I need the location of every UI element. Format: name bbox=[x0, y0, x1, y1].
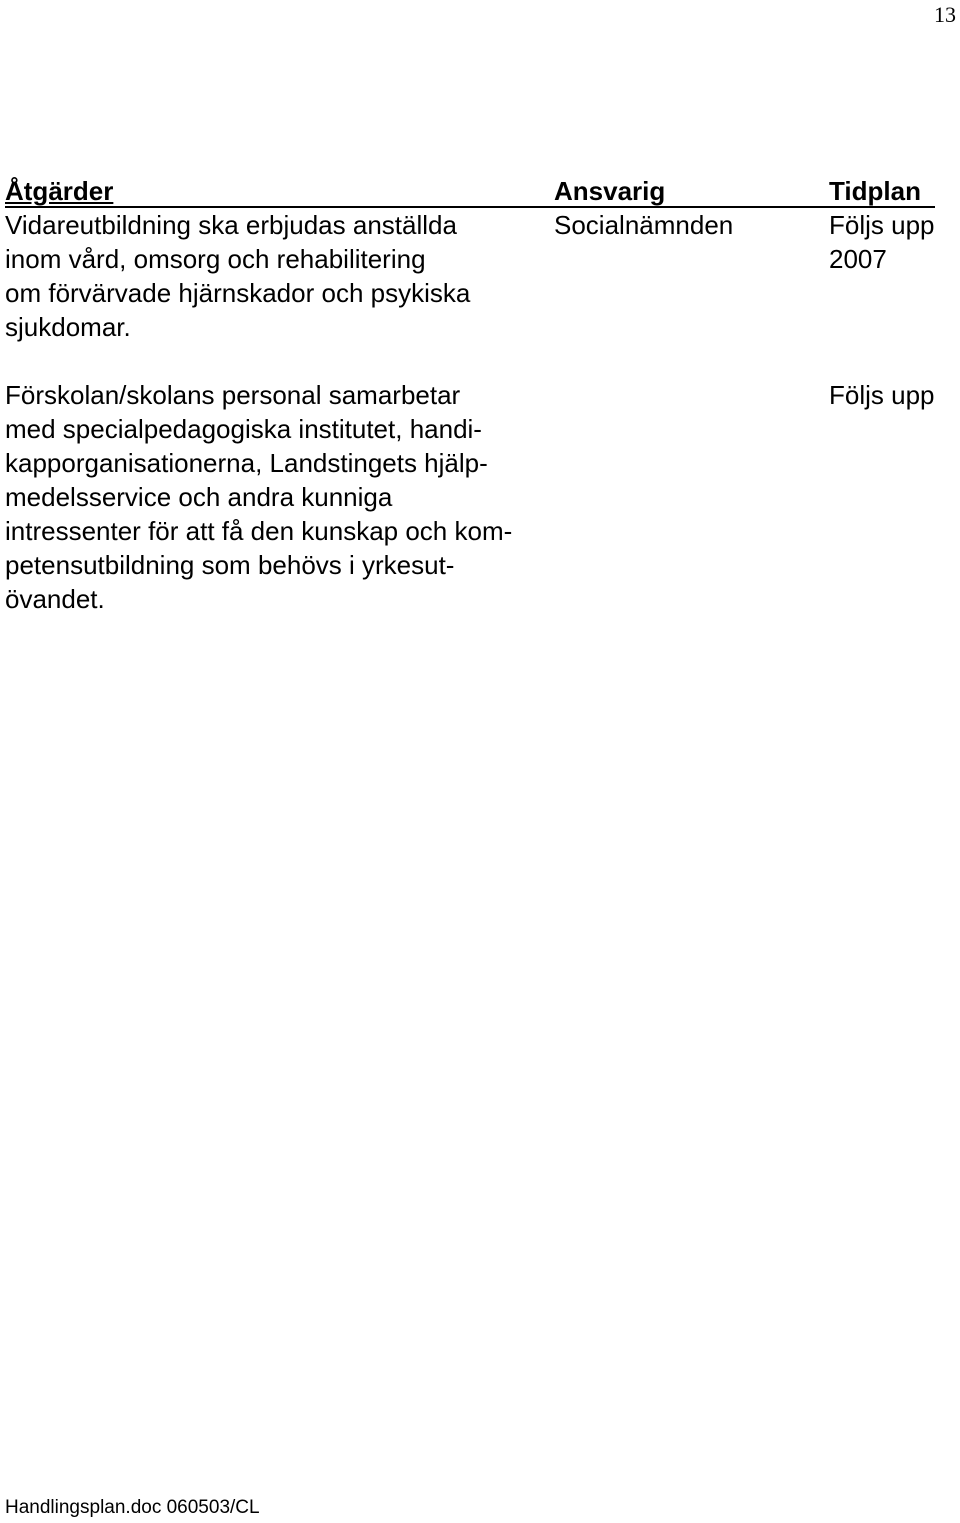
row-responsible: Socialnämnden bbox=[554, 210, 734, 240]
row-action: Förskolan/skolans personal samarbetar med specialpedagogiska institutet, handi- kapporganisationerna, Landstingets hjälp- medelsservice och andra kunniga intressenter för att få den kunskap och kom- petensutbildning som behövs i yrkesut- övandet. bbox=[5, 380, 513, 614]
table-header bbox=[5, 174, 935, 208]
header-timeline: Tidplan bbox=[829, 176, 921, 206]
row-timeline: Följs upp 2007 bbox=[829, 210, 935, 274]
row-action: Vidareutbildning ska erbjudas anställda inom vård, omsorg och rehabilitering om förvärvade hjärnskador och psykiska sjukdomar. bbox=[5, 210, 471, 342]
header-responsible: Ansvarig bbox=[554, 176, 666, 206]
table-row bbox=[5, 208, 955, 378]
footer-filename: Handlingsplan.doc 060503/CL bbox=[5, 1497, 260, 1518]
table-row bbox=[5, 378, 955, 618]
row-timeline: Följs upp bbox=[829, 380, 935, 410]
page-number: 13 bbox=[934, 2, 956, 27]
header-actions: Åtgärder bbox=[5, 176, 114, 206]
action-table bbox=[5, 174, 955, 618]
